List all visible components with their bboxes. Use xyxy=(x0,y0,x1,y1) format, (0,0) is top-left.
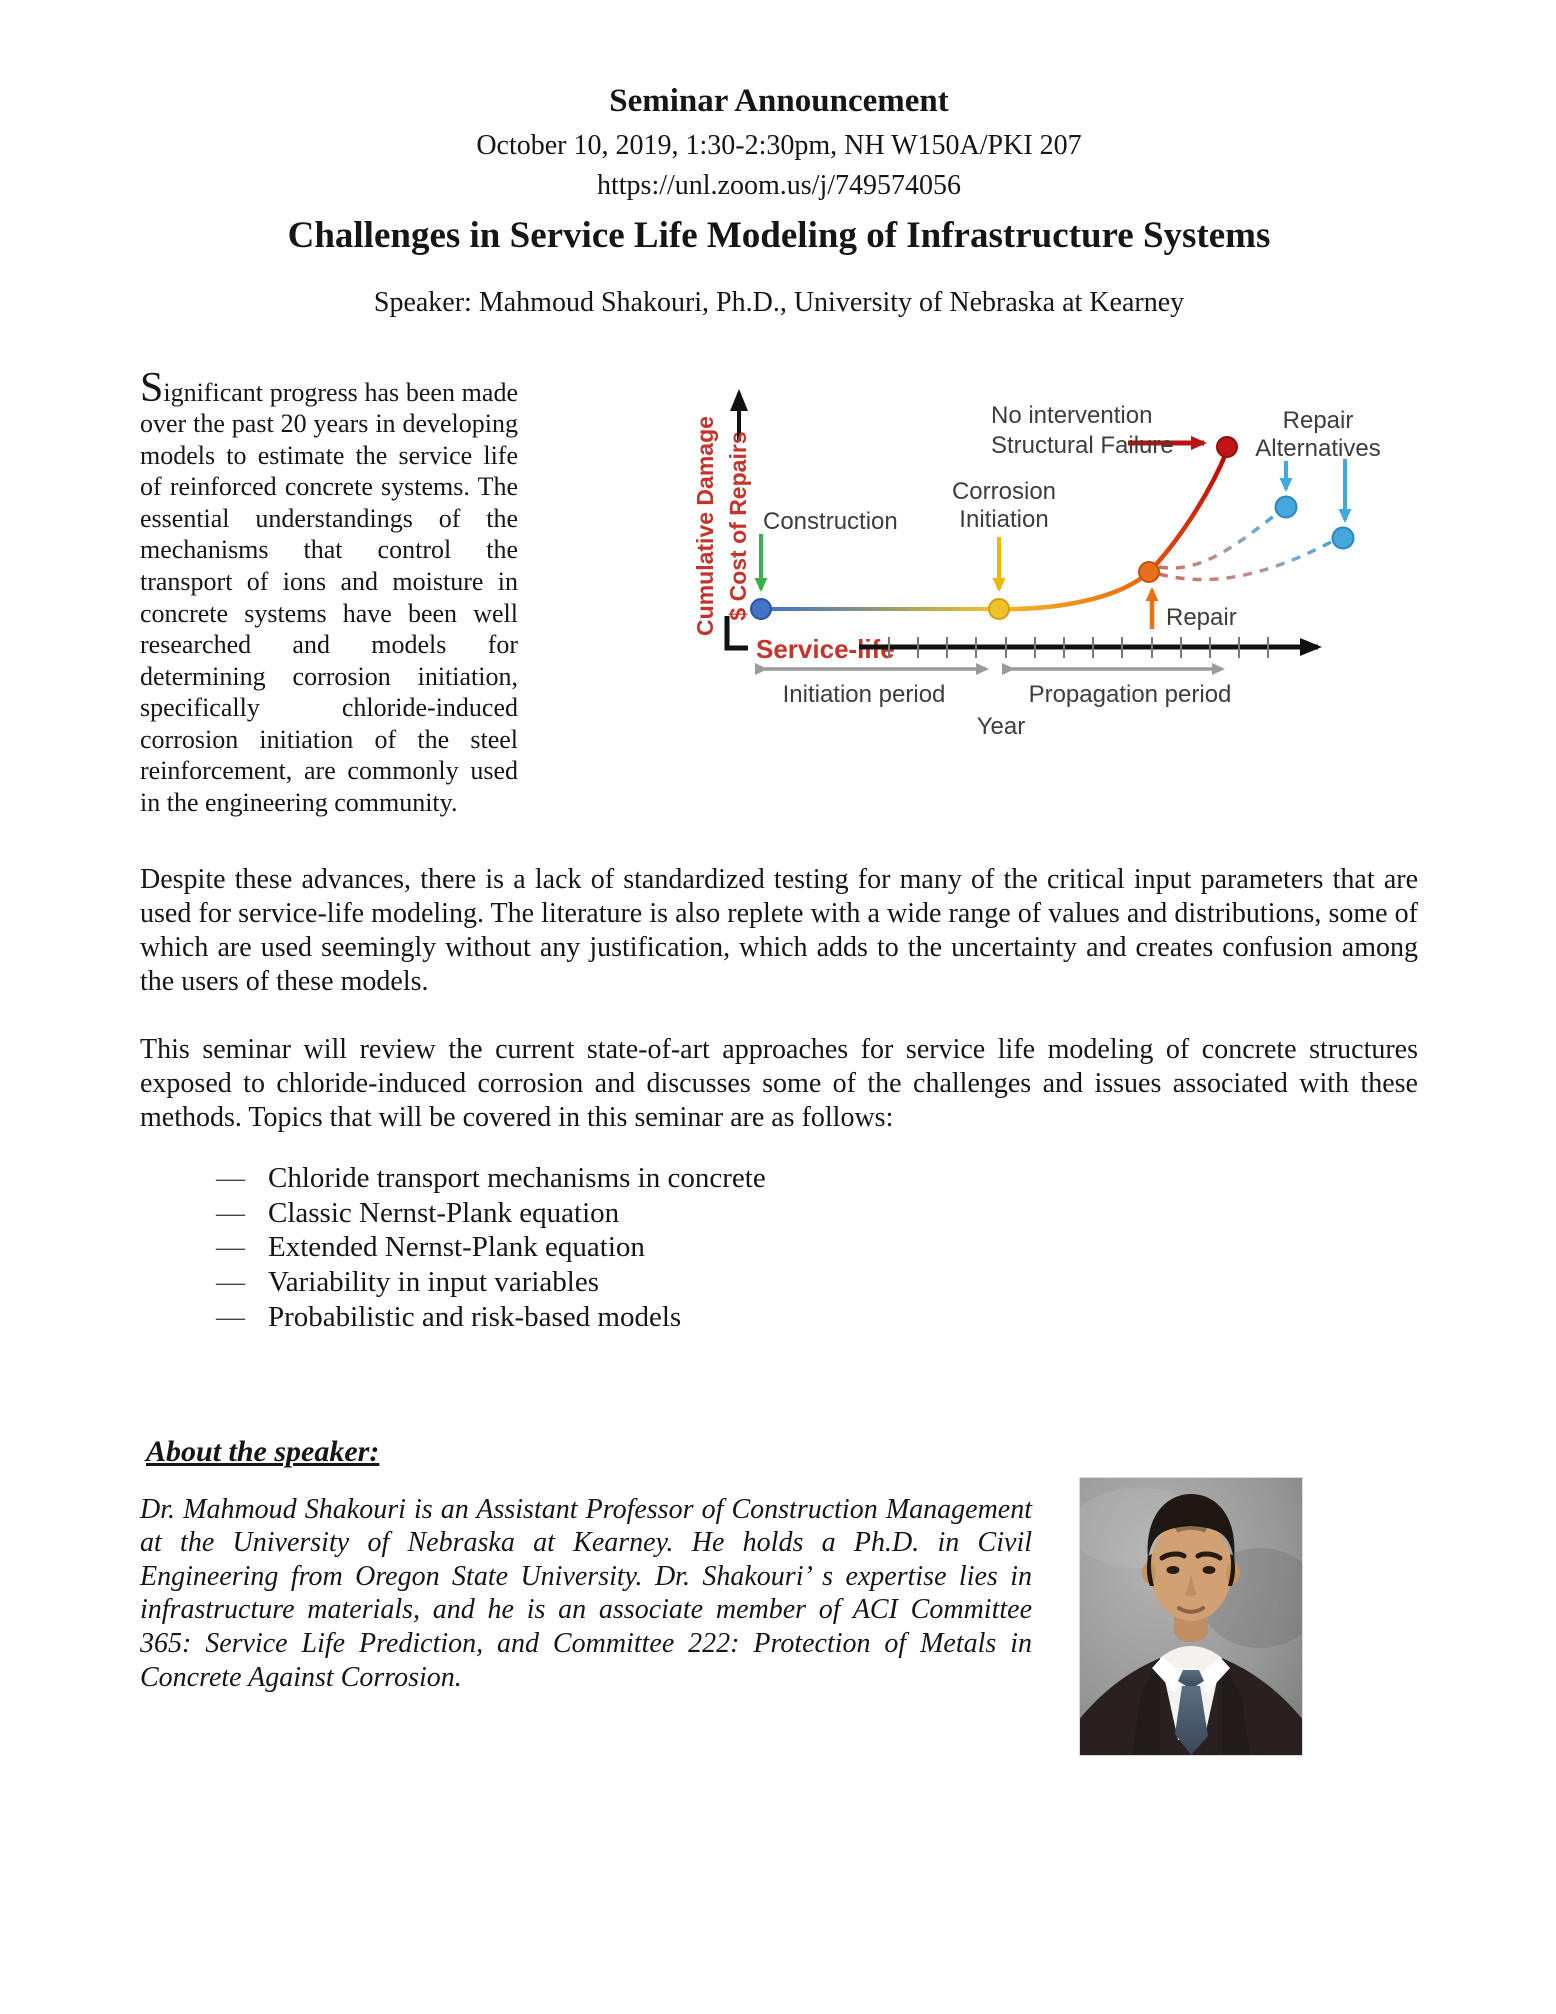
topic-label: Extended Nernst-Plank equation xyxy=(268,1231,645,1264)
topic-label: Classic Nernst-Plank equation xyxy=(268,1196,620,1229)
zoom-meeting-link[interactable]: https://unl.zoom.us/j/749574056 xyxy=(596,169,961,201)
propagation-period-label: Propagation period xyxy=(1028,680,1232,708)
speaker-bio: Dr. Mahmoud Shakouri is an Assistant Professor of Construction Management at the University of Nebraska at Kearney. He holds a Ph.D. in Civil Engineering from Oregon State University. Dr. Shakouri’ s expertise lies in infrastructure materials, and he is an associate member of ACI Committee 365: Service Life Prediction, and Committee 222: Protection of Metals in Concrete Against Corrosion. xyxy=(140,1493,1032,1693)
repair-label: Repair xyxy=(1166,603,1237,631)
service-life-figure xyxy=(518,371,1418,819)
construction-marker xyxy=(751,599,771,619)
date-location-line: October 10, 2019, 1:30-2:30pm, NH W150A/PKI 207 xyxy=(476,129,1082,161)
speaker-portrait-illustration xyxy=(1080,1478,1302,1755)
list-item xyxy=(216,1161,1418,1196)
topic-label: Chloride transport mechanisms in concrete xyxy=(268,1161,766,1194)
service-life-chart xyxy=(518,371,1418,765)
y-axis-label-line2: $ Cost of Repairs xyxy=(725,430,751,621)
paragraph-advances: Despite these advances, there is a lack of standardized testing for many of the critical input parameters that are used for service-life modeling. The literature is also replete with a wide range of values and distributions, some of which are used seemingly without any justification, which adds to the uncertainty and creates confusion among the users of these models. xyxy=(140,863,1418,997)
repair-alt-marker-1 xyxy=(1276,496,1297,517)
page-title: Seminar Announcement xyxy=(609,83,949,119)
no-intervention-label-line1: No intervention xyxy=(991,401,1153,429)
intro-section xyxy=(140,364,1418,819)
list-item xyxy=(216,1265,1418,1300)
dash-bullet-icon: — xyxy=(216,1161,245,1194)
list-item xyxy=(216,1196,1418,1231)
y-axis-label-line1: Cumulative Damage xyxy=(692,415,718,636)
face xyxy=(1150,1519,1232,1621)
dash-bullet-icon: — xyxy=(216,1196,245,1229)
structural-failure-marker xyxy=(1217,437,1237,457)
seminar-title: Challenges in Service Life Modeling of Infrastructure Systems xyxy=(287,215,1271,257)
corrosion-initiation-label-line2: Initiation xyxy=(959,505,1049,533)
corrosion-initiation-marker xyxy=(989,599,1009,619)
repair-marker xyxy=(1139,562,1159,582)
construction-label: Construction xyxy=(763,507,898,535)
paragraph-seminar-overview: This seminar will review the current state-of-art approaches for service life modeling of concrete structures exposed to chloride-induced corrosion and discusses some of the challenges and issues associated with these methods. Topics that will be covered in this seminar are as follows: xyxy=(140,1033,1418,1133)
repair-alternatives-label-line2: Alternatives xyxy=(1255,434,1381,462)
about-section xyxy=(140,1435,1418,1756)
speaker-photo xyxy=(1079,1477,1303,1756)
intro-paragraph xyxy=(140,364,518,819)
intro-paragraph-text: ignificant progress has been made over the past 20 years in developing models to estimate the service life of reinforced concrete systems. The essential understandings of the mechanisms that control the transport of ions and moisture in concrete systems have been well researched and models for determining corrosion initiation, specifically chloride-induced corrosion initiation of the steel reinforcement, are commonly used in the engineering community. xyxy=(140,377,518,818)
dash-bullet-icon: — xyxy=(216,1231,245,1264)
list-item xyxy=(216,1300,1418,1335)
failure-segment xyxy=(1149,451,1227,572)
propagation-segment xyxy=(999,572,1149,609)
dropcap-initial: S xyxy=(140,364,164,411)
topic-label: Variability in input variables xyxy=(268,1266,600,1299)
repair-alternatives-label-line1: Repair xyxy=(1282,406,1354,434)
no-intervention-label-line2: Structural Failure xyxy=(991,431,1174,459)
list-item xyxy=(216,1230,1418,1265)
header xyxy=(140,83,1418,319)
about-heading: About the speaker: xyxy=(146,1434,380,1468)
initiation-period-label: Initiation period xyxy=(782,680,946,708)
topic-label: Probabilistic and risk-based models xyxy=(268,1300,682,1333)
repair-alternative-2-curve xyxy=(1159,541,1333,580)
repair-alt-marker-2 xyxy=(1333,527,1354,548)
speaker-line: Speaker: Mahmoud Shakouri, Ph.D., University of Nebraska at Kearney xyxy=(373,286,1185,318)
service-life-label: Service-life xyxy=(756,633,895,664)
x-axis-title: Year xyxy=(976,712,1026,740)
corrosion-initiation-label-line1: Corrosion xyxy=(951,477,1057,505)
topics-list xyxy=(140,1161,1418,1335)
dash-bullet-icon: — xyxy=(216,1300,245,1333)
dash-bullet-icon: — xyxy=(216,1266,245,1299)
